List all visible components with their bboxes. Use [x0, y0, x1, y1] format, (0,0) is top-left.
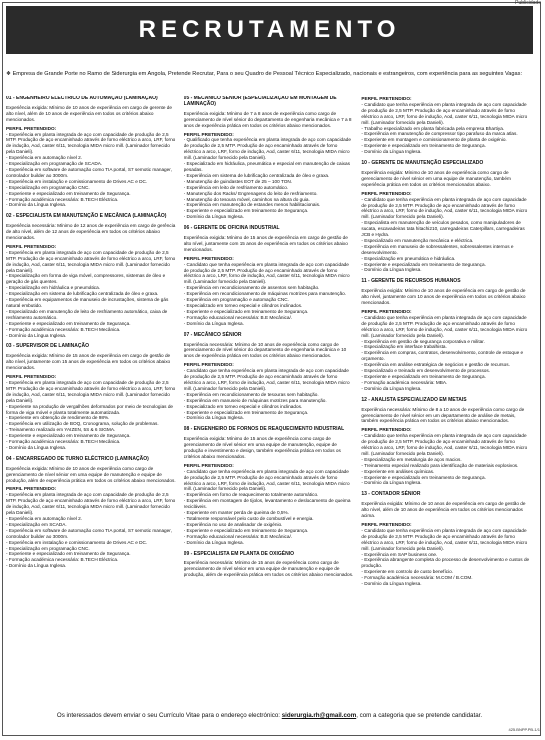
profile-item: - Experiência em forno de reaquecimento totalmente automático. — [183, 492, 319, 498]
job-title: 04 - ENCARREGADO DE TURNO ELÉCTRICO (LAMINAÇÃO) — [6, 455, 149, 462]
profile-item: - Experiência em software de automação como TIA portal, S7 semotic manager, controlador builder ao 3000m. — [6, 166, 172, 178]
profile-item: - Experiente e especializado em treinamento de Segurança. — [183, 308, 309, 314]
profile-list — [184, 262, 356, 327]
profile-item: - Experiência em manutenção de compressor tipo parafuso da marca atlas. — [361, 131, 518, 137]
profile-item: - Experiência em gestão de segurança corporativa e militar. — [361, 338, 485, 344]
job-listing — [184, 96, 356, 220]
job-requirement: Experiência necessária: Mínimo de 8 a 10 anos de experiência como cargo de gerenciamento de nível sénior em um departamento de análise de metais, também experiência prática em todos os critérios abaixo mencionados. — [361, 406, 525, 424]
job-title: 13 - CONTADOR SÉNIOR — [361, 491, 421, 498]
profile-item: - Especializado em torneo especial e cilindros inclinados. — [183, 303, 303, 308]
job-requirement: Experiência exigida: Mínimo de 15 anos de experiência como cargo de gerenciamento de nível sénior em uma equipe de manutenção, equipe de produção e investimento e design, também experiência prática em todos os critérios abaixo mencionados. — [183, 436, 341, 459]
profile-item: - Experiente e especializado em treinamento de Segurança. — [183, 208, 309, 214]
job-listing — [184, 333, 356, 422]
profile-item: - Experiência em SAP business one. — [361, 551, 438, 557]
reference-code: 425.BNPP.PB-1/1 — [508, 727, 540, 732]
profile-item: - Experiência em utilização de BOQ, Cronograma, solução de problemas. — [6, 421, 159, 427]
profile-item: - Especializado em hidráulica, pneumática e especial em manutenção de caixas pesadas. — [183, 161, 350, 172]
job-column — [6, 96, 178, 708]
job-requirement: Experiência exigida: Mínimo de 10 anos de experiência em cargo de gestão de alto nível, além de 10 anos de experiência em todos os critérios mencionados acima. — [361, 501, 526, 519]
job-listing — [184, 552, 356, 579]
profile-item: - Experiência em manuseio de máquinas motrizes para manutenção. — [183, 397, 327, 403]
profile-list — [184, 368, 356, 421]
profile-item: - Experiência em sistema de lubrificação centralizada de óleo e graxa. — [183, 172, 330, 178]
profile-item: - Experiência em instalação e comissionamento de Drives AC e DC. — [6, 539, 148, 545]
profile-item: - Experiência em recondicionamento de tesouras sem habitação. — [183, 391, 319, 397]
job-columns — [6, 96, 533, 708]
job-requirement: Experiência necessária: Mínimo de 12 anos de experiência em cargo de gerência de alto nível, além de 12 anos de experiência em todos os critérios abaixo mencionados. — [6, 223, 176, 241]
profile-item: - Formação académica necessária: B.TECH Mecânica. — [6, 326, 121, 332]
profile-item: - Experiência em automação nível 2. — [6, 155, 83, 161]
profile-item: - Experiência no uso de analisador de oxigénio. — [183, 521, 283, 527]
job-title: 02 - ESPECIALISTA EM MANUTENÇÃO E MECÂNICA (LAMINAÇÃO) — [6, 213, 167, 220]
job-title: 12 - ANALISTA ESPECIALIZADO EM METAIS — [361, 396, 467, 403]
profile-item: - Experiência em análise estratégica de negócios e gestão de recursos. — [361, 362, 510, 368]
profile-item: - Candidato que tenha experiência em planta integrada de aço com capacidade de produção de 2,5 MTP. Produção de aço encaminhado através de forno eléctrico a arco, LRF, forno de indução, Aod, caster 6/11, tecnologia MIDA micro mill. (Laminador fornecido pela Danieli). — [361, 196, 528, 220]
profile-item: - Candidato que tenha experiência em planta integrada de aço com capacidade de produção de 2,5 MTP. Produção de aço encaminhado através de forno eléctrico a arco, LRF, forno de indução, Aod, caster 6/11, tecnologia MIDA micro mill. (Laminador fornecido pela Danieli). — [361, 527, 528, 551]
footer-text-before: Os interessados devem enviar o seu Currículo Vitae para o endereço electrónico: — [56, 712, 280, 719]
job-requirement: Experiência exigida: Mínimo de 10 anos de experiência em cargo de gerente de alto nível, além de 10 anos de experiência em todos os critérios abaixo mencionados. — [6, 104, 172, 122]
banner-title: RECRUTAMENTO — [138, 16, 401, 43]
profile-item: - Experiente e especializado em treinamento de Segurança. — [183, 527, 309, 533]
profile-item: - Formação académica necessária: B.TECH Mecânica. — [6, 439, 121, 445]
profile-item: - Treinamento especial realizado para identificação de materiais explosivos. — [361, 462, 519, 468]
profile-list — [361, 315, 533, 392]
footer-email-link[interactable]: siderurgia.rh@gmail.com — [281, 712, 357, 719]
profile-item: - Formação académica necessária: B.TECH Eléctrica. — [6, 196, 119, 202]
job-listing — [361, 398, 533, 487]
profile-item: - Especialização em SCADA. — [6, 521, 67, 527]
profile-heading: PERFIL PRETENDIDO: — [361, 427, 412, 433]
profile-heading: PERFIL PRETENDIDO: — [183, 255, 234, 261]
profile-item: - Domínio da Língua Inglesa. — [361, 480, 422, 486]
job-title: 10 - GERENTE DE MANUTENÇÃO ESPECIALIZADO — [361, 160, 484, 167]
profile-heading: PERFIL PRETENDIDO: — [183, 131, 234, 137]
profile-item: - Especialização em programação de SCADA. — [6, 161, 103, 167]
profile-item: - Experiência em manuseio de sobressalentes, sobressalentes internos e desenvolvimento. — [361, 243, 514, 255]
publicidade-label: Publicidade — [515, 0, 541, 6]
profile-item: - Experiência abrangente completa do processo de desenvolvimento e custos de produção. — [361, 557, 530, 569]
profile-heading: PERFIL PRETENDIDO: — [361, 96, 412, 101]
profile-item: - Qualificado que tenha experiência em planta integrada de aço com capacidade de produção de 2,5 MTP. Produção de aço encaminhado através de forno eléctrico a arco, LRF, forno de indução, Aod, caster 6/11, tecnologia MIDA micro mill. (Laminador fornecido pela Danieli). — [183, 137, 351, 161]
profile-heading: PERFIL PRETENDIDO: — [183, 462, 234, 468]
profile-item: - Especialização em pneumática e hidráulica. — [361, 255, 456, 261]
profile-item: - Experiência em compras, contratos, desenvolvimento, controle de estoque e orçamento. — [361, 350, 524, 362]
profile-item: - Totalmente responsável pelo custo de combustível e energia. — [183, 516, 314, 521]
job-requirement: Experiência necessária: Mínimo de 15 anos de experiência como cargo de gerenciamento de nível sénior em uma equipe de manutenção e equipe de produção, além de experiência prática em todos os critérios abaixo mencionados. — [183, 560, 354, 578]
profile-item: - Especializado e treinado em desenvolvimento de processos. — [361, 368, 491, 374]
profile-item: - Candidato que tenha experiência em planta integrada de aço com capacidade de produção de 2,5 MTP. Produção de aço encaminhado através de forno eléctrico a arco, LRF, forno de indução, Aod, caster 6/11, tecnologia MIDA micro mill. (Laminador fornecido pela Danieli). — [183, 468, 350, 492]
footer-text-after: , com a categoria que se pretende candidatar. — [356, 712, 483, 719]
profile-item: - Experiência em planta integrada de aço com capacidade de produção de 2,5 MTP. Produção de aço encaminhado através de forno eléctrico a arco, LRF, forno de indução, Aod, caster 6/11, tecnologia MIDA micro mill. (Laminador fornecido pela Danieli). — [6, 249, 176, 273]
profile-list — [184, 469, 356, 546]
profile-item: - Domínio da Língua Inglesa. — [361, 385, 422, 391]
job-listing — [361, 96, 533, 155]
profile-item: - Domínio da Língua Inglesa. — [6, 444, 67, 450]
profile-item: - Domínio da Língua Inglesa. — [361, 149, 422, 155]
profile-list — [6, 132, 178, 209]
job-requirement: Experiência exigida: Mínimo de 10 anos de experiência como cargo de gerenciamento de nível sénior em uma equipe de manutenção e equipe de produção, além de experiência prática em todos os critérios abaixo mencionados. — [6, 465, 176, 483]
profile-item: - Experiente na produção de vergalhões deformados por meio de tecnologias de forma de viga móvel e planta totalmente automatizada. — [6, 403, 174, 415]
profile-item: - Experiência em planta integrada de aço com capacidade de produção de 2,5 MTP. Produção de aço encaminhado através de forno eléctrico a arco, LRF, forno de indução, Aod, caster 6/11, tecnologia MIDA micro mill. (Laminador fornecido pela Danieli). — [6, 492, 176, 516]
job-title: 03 - SUPERVISOR DE LAMINAÇÃO — [6, 343, 89, 350]
profile-item: - Domínio da Língua Inglesa. — [361, 267, 422, 273]
profile-item: - Experiência em equipamentos de manuseio de incrustações, sistema de gás natural embutido. — [6, 297, 169, 308]
job-listing — [6, 344, 178, 450]
profile-item: - Especializado em torneo especial e cilindros inclinados. — [183, 403, 303, 409]
profile-item: - Domínio da Língua Inglesa. — [183, 320, 244, 326]
job-requirement: Experiência exigida: Mínimo de 10 anos de experiência como cargo de gerenciamento de nível sénior em uma equipe de manutenção, também experiência prática em todos os critérios mencionados abaixo. — [361, 169, 511, 187]
profile-item: - Domínio da Língua Inglesa. — [6, 563, 67, 569]
profile-item: - Experiente e especializado em treinamento de Segurança. — [361, 373, 486, 379]
profile-item: - Experiência em leito de resfriamento automático. — [183, 184, 289, 190]
profile-item: - Experiência em automação nível 2. — [6, 516, 83, 521]
profile-item: - Especialização em metalurgia de aços macios. — [361, 456, 462, 462]
profile-item: - Domínio da Língua Inglesa. — [6, 332, 67, 338]
profile-heading: PERFIL PRETENDIDO: — [6, 374, 57, 380]
profile-item: - Experiência em montagem de tijolos, levantamento e deslocamento de queima recicláveis. — [183, 498, 351, 510]
profile-item: - Especialização em sistema de lubrificação centralizada de óleo e graxa. — [6, 291, 159, 297]
job-column — [184, 96, 356, 708]
profile-list — [184, 137, 356, 220]
profile-item: - Formação educacional necessária: B.E Mecânica/. — [183, 533, 293, 539]
profile-item: - Experiência em planta integrada de aço com capacidade de produção de 2,5 MTP. Produção de aço encaminhado através de forno eléctrico a arco, LRF, forno de indução, Aod, caster 6/11, tecnologia MIDA micro mill. (Laminador fornecido pela Danieli). — [6, 131, 176, 155]
profile-item: - Experiente em obtenção de rendimento de 98%. — [6, 415, 110, 421]
job-title: 01 - ENGENHEIRO ELÉCTRICO DE AUTOMAÇÃO (LAMINAÇÃO) — [6, 96, 158, 101]
job-requirement: Experiência exigida: Mínimo de 15 anos de experiência em cargo de gestão de alto nível, juntamente com 15 anos de experiência em todos os critérios abaixo mencionados. — [6, 353, 171, 371]
profile-heading: PERFIL PRETENDIDO: — [6, 125, 57, 131]
profile-heading: PERFIL PRETENDIDO: — [361, 190, 412, 196]
profile-item: - Experiência em recondicionamento de assentos sem habitação. — [183, 285, 320, 291]
job-listing — [184, 427, 356, 545]
profile-item: - Experiente e especializado em treinamento de Segurança. — [361, 474, 486, 480]
profile-item: - Domínio da Língua Inglesa. — [183, 415, 244, 421]
job-requirement: Experiência exigida: Mínimo de 15 anos de experiência em cargo de gestão de alto nível, juntamente com 15 anos de experiência em todos os critérios abaixo mencionados. — [183, 235, 348, 252]
job-listing — [361, 161, 533, 273]
profile-item: - Especialização em interface trabalhista. — [361, 344, 447, 350]
profile-item: - Experiente e especializado em treinamento de Segurança. — [361, 143, 486, 149]
profile-item: - Candidato que tenha experiência em planta integrada de aço com capacidade de produção de 2,5 MTP. Produção de aço encaminhado através de forno eléctrico a arco, LRF, forno de indução, Aod, caster 6/11, tecnologia MIDA micro mill. (Laminador fornecido pela Danieli). — [183, 261, 350, 285]
profile-item: - Formação académica necessária: MBA. — [361, 379, 448, 385]
profile-item: - Candidato que tenha experiência em planta integrada de aço com capacidade de produção de 2,5 MTP. Produção de aço encaminhado através de forno eléctrico a arco, LRF, forno de indução, Aod, caster 6/11, tecnologia MIDA micro mill. (Laminador fornecido pela Danieli). — [361, 101, 528, 125]
profile-item: - Domínio da Língua Inglesa. — [183, 539, 244, 545]
profile-item: - Especializado em manutenção mecânica e eléctrica. — [361, 237, 474, 243]
profile-item: - Experiente e especializado em treinamento de Segurança. — [183, 409, 309, 415]
profile-item: - Experiente e especializado em treinamento de Segurança. — [6, 551, 131, 557]
profile-heading: PERFIL PRETENDIDO: — [183, 362, 234, 368]
profile-list — [6, 250, 178, 339]
profile-item: - Especialização em hidráulica e pneumática. — [6, 285, 101, 291]
profile-item: - Experiente e especializado em treinamento de Segurança. — [6, 190, 131, 196]
job-title: 06 - GERENTE DE OFICINA INDUSTRIAL — [183, 225, 280, 232]
banner — [6, 6, 533, 54]
profile-item: - Domínio da Língua Inglesa. — [361, 581, 422, 587]
profile-item: - Especialização em programação CNC. — [6, 184, 90, 190]
profile-item: - Formação académica necessária: M.COM / B.COM. — [361, 575, 473, 581]
profile-heading: PERFIL PRETENDIDO: — [361, 309, 412, 314]
profile-item: - Experiência em manutenção de estandes menos habilitacionais. — [183, 202, 321, 208]
job-requirement: Experiência exigida: Mínimo de 7 a 8 anos de experiência como cargo de gerenciamento de nível sénior do departamento de engenharia mecânica e 7 a 8 anos de experiência prática em todos os critérios abaixo mencionados. — [183, 110, 352, 128]
profile-item: - Treinamento realizado em YAIZEN, 5S & 6 SIGMA. — [6, 427, 116, 433]
job-listing — [361, 279, 533, 391]
profile-list — [6, 380, 178, 451]
profile-list — [6, 492, 178, 569]
profile-item: - Formação educacional necessária: B.E Mecânica/. — [183, 314, 293, 320]
profile-item: - Experiência em programação e automação CNC. — [183, 297, 289, 303]
profile-list — [361, 528, 533, 587]
profile-list — [361, 102, 533, 155]
job-requirement: Experiência necessária: Mínimo de 10 anos de experiência como cargo de gerenciamento de nível sénior do departamento de engenharia mecânica e 10 anos de experiência prática em todos os critérios abaixo mencionados. — [183, 341, 347, 359]
profile-item: - Manutenção de guindastes EOT de 25 – 100 TON. — [183, 178, 293, 184]
profile-item: - Especializado em manutenção de leito de resfriamento automático, caixa de resfriamento automático. — [6, 308, 168, 320]
job-listing — [184, 226, 356, 327]
profile-heading: PERFIL PRETENDIDO: — [6, 243, 57, 249]
profile-item: - Domínio da Língua Inglesa. — [6, 202, 67, 208]
profile-item: - Experiente e especializado em treinamento de Segurança. — [361, 261, 486, 267]
job-listing — [6, 214, 178, 338]
profile-item: - Manutenção dos Racks/ Engrenagens do leito de resfriamento. — [183, 190, 318, 196]
profile-item: - Experiência em instalação e comissionamento de Drives AC e DC. — [6, 178, 148, 184]
profile-item: - Experiente e especializado em treinamento de Segurança. — [6, 433, 131, 439]
job-listing — [6, 96, 178, 208]
profile-item: - Especialização em programação CNC. — [6, 545, 90, 551]
profile-item: - Experiência em software de automação como TIA portal, S7 semotic manager, controlador builder ao 3000m. — [6, 527, 172, 539]
profile-item: - Experiente em montagem e comissionamento de planta de oxigénio. — [361, 137, 507, 143]
job-title: 07 - MECÂNICO SÉNIOR — [183, 331, 242, 338]
profile-item: - Trabalho especializado em planta fabricada pela empresa Bhartiya. — [361, 125, 505, 131]
profile-item: - Domínio da Língua Inglesa. — [183, 214, 244, 220]
profile-list — [361, 433, 533, 486]
profile-item: - Experiente em manter perda de queima de 0,5%. — [183, 510, 289, 516]
profile-item: - Experiente e especializado em treinamento de Segurança. — [6, 320, 131, 326]
profile-item: - Candidato que tenha experiência em planta integrada de aço com capacidade de produção de 2,5 MTP. Produção de aço encaminhado através de forno eléctrico a arco, LRF, forno de indução, Aod, caster 6/11, tecnologia MIDA micro mill. (Laminador fornecido pela Danieli). — [361, 314, 528, 338]
footer — [6, 712, 533, 719]
profile-item: - Experiente em controlo de custo benefício. — [361, 569, 454, 575]
job-title: 11 - GERENTE DE RECURSOS HUMANOS — [361, 278, 461, 285]
profile-heading: PERFIL PRETENDIDO: — [361, 522, 412, 527]
profile-item: - Experiência em recondicionamento de máquinas motrizes para manutenção. — [183, 291, 346, 297]
profile-heading: PERFIL PRETENDIDO: — [6, 486, 57, 492]
profile-item: - Formação académica necessária: B.TECH Eléctrica. — [6, 557, 119, 563]
profile-list — [361, 197, 533, 274]
job-column — [361, 96, 533, 708]
job-title: 05 - MECÂNICO SÉNIOR (ESPECIALIZAÇÃO EM MONTAGEM DE LAMINAÇÃO) — [183, 96, 337, 107]
profile-item: - Experiência em planta integrada de aço com capacidade de produção de 2,5 MTP. Produção de aço encaminhado através de forno eléctrico a arco, LRF, forno de indução, Aod, caster 6/11, tecnologia MIDA micro mill. (Laminador fornecido pela Danieli). — [6, 379, 176, 403]
profile-item: - Especialista em manutenção de veículos pesados, como manipuladores de sucata, escavadeiras tata hitachi210, carregadeiras Caterpillars, carregadeiras JCB e Hydra. — [361, 220, 525, 238]
profile-item: - Candidato que tenha experiência em planta integrada de aço com capacidade de produção de 2,5 MTP. Produção de aço encaminhado através de forno eléctrico a arco, LRF, forno de indução, Aod, caster 6/11, tecnologia MIDA micro mill. (Laminador fornecido pela Danieli). — [361, 433, 528, 456]
intro-text: ❖ Empresa de Grande Porte no Ramo de Siderurgia em Angola, Pretende Recrutar, Para o seu Quadro de Pessoal Técnico Especializado, nacionais e estrangeiros, com experiência para as seguintes Vagas: — [6, 71, 522, 77]
job-requirement: Experiência exigida: Mínimo de 10 anos de experiência em cargo de gestão de alto nível, juntamente com 10 anos de experiência em todos os critérios abaixo mencionados. — [361, 288, 526, 306]
job-title: 09 - ESPECIALISTA EM PLANTA DE OXIGÉNIO — [183, 550, 294, 557]
profile-item: - Candidato que tenha experiência em planta integrada de aço com capacidade de produção de 2,5 MTP. Produção de aço encaminhado através de forno eléctrico a arco, LRF, forno de indução, Aod, caster 6/11, tecnologia MIDA micro mill. (Laminador fornecido pela Danieli). — [183, 368, 350, 391]
profile-item: - Experiente em análises químicas. — [361, 468, 435, 474]
profile-item: - Especialização em forma de viga móvel, compressores, sistemas de óleo e geração de gás quentes. — [6, 273, 166, 285]
job-title: 08 - ENGENHEIRO DE FORNOS DE REAQUECIMENTO INDUSTRIAL — [183, 426, 345, 433]
job-listing — [6, 457, 178, 569]
job-listing — [361, 492, 533, 587]
profile-item: - Manutenção do tesoura móvel, caminhos na altura do guia. — [183, 196, 310, 202]
